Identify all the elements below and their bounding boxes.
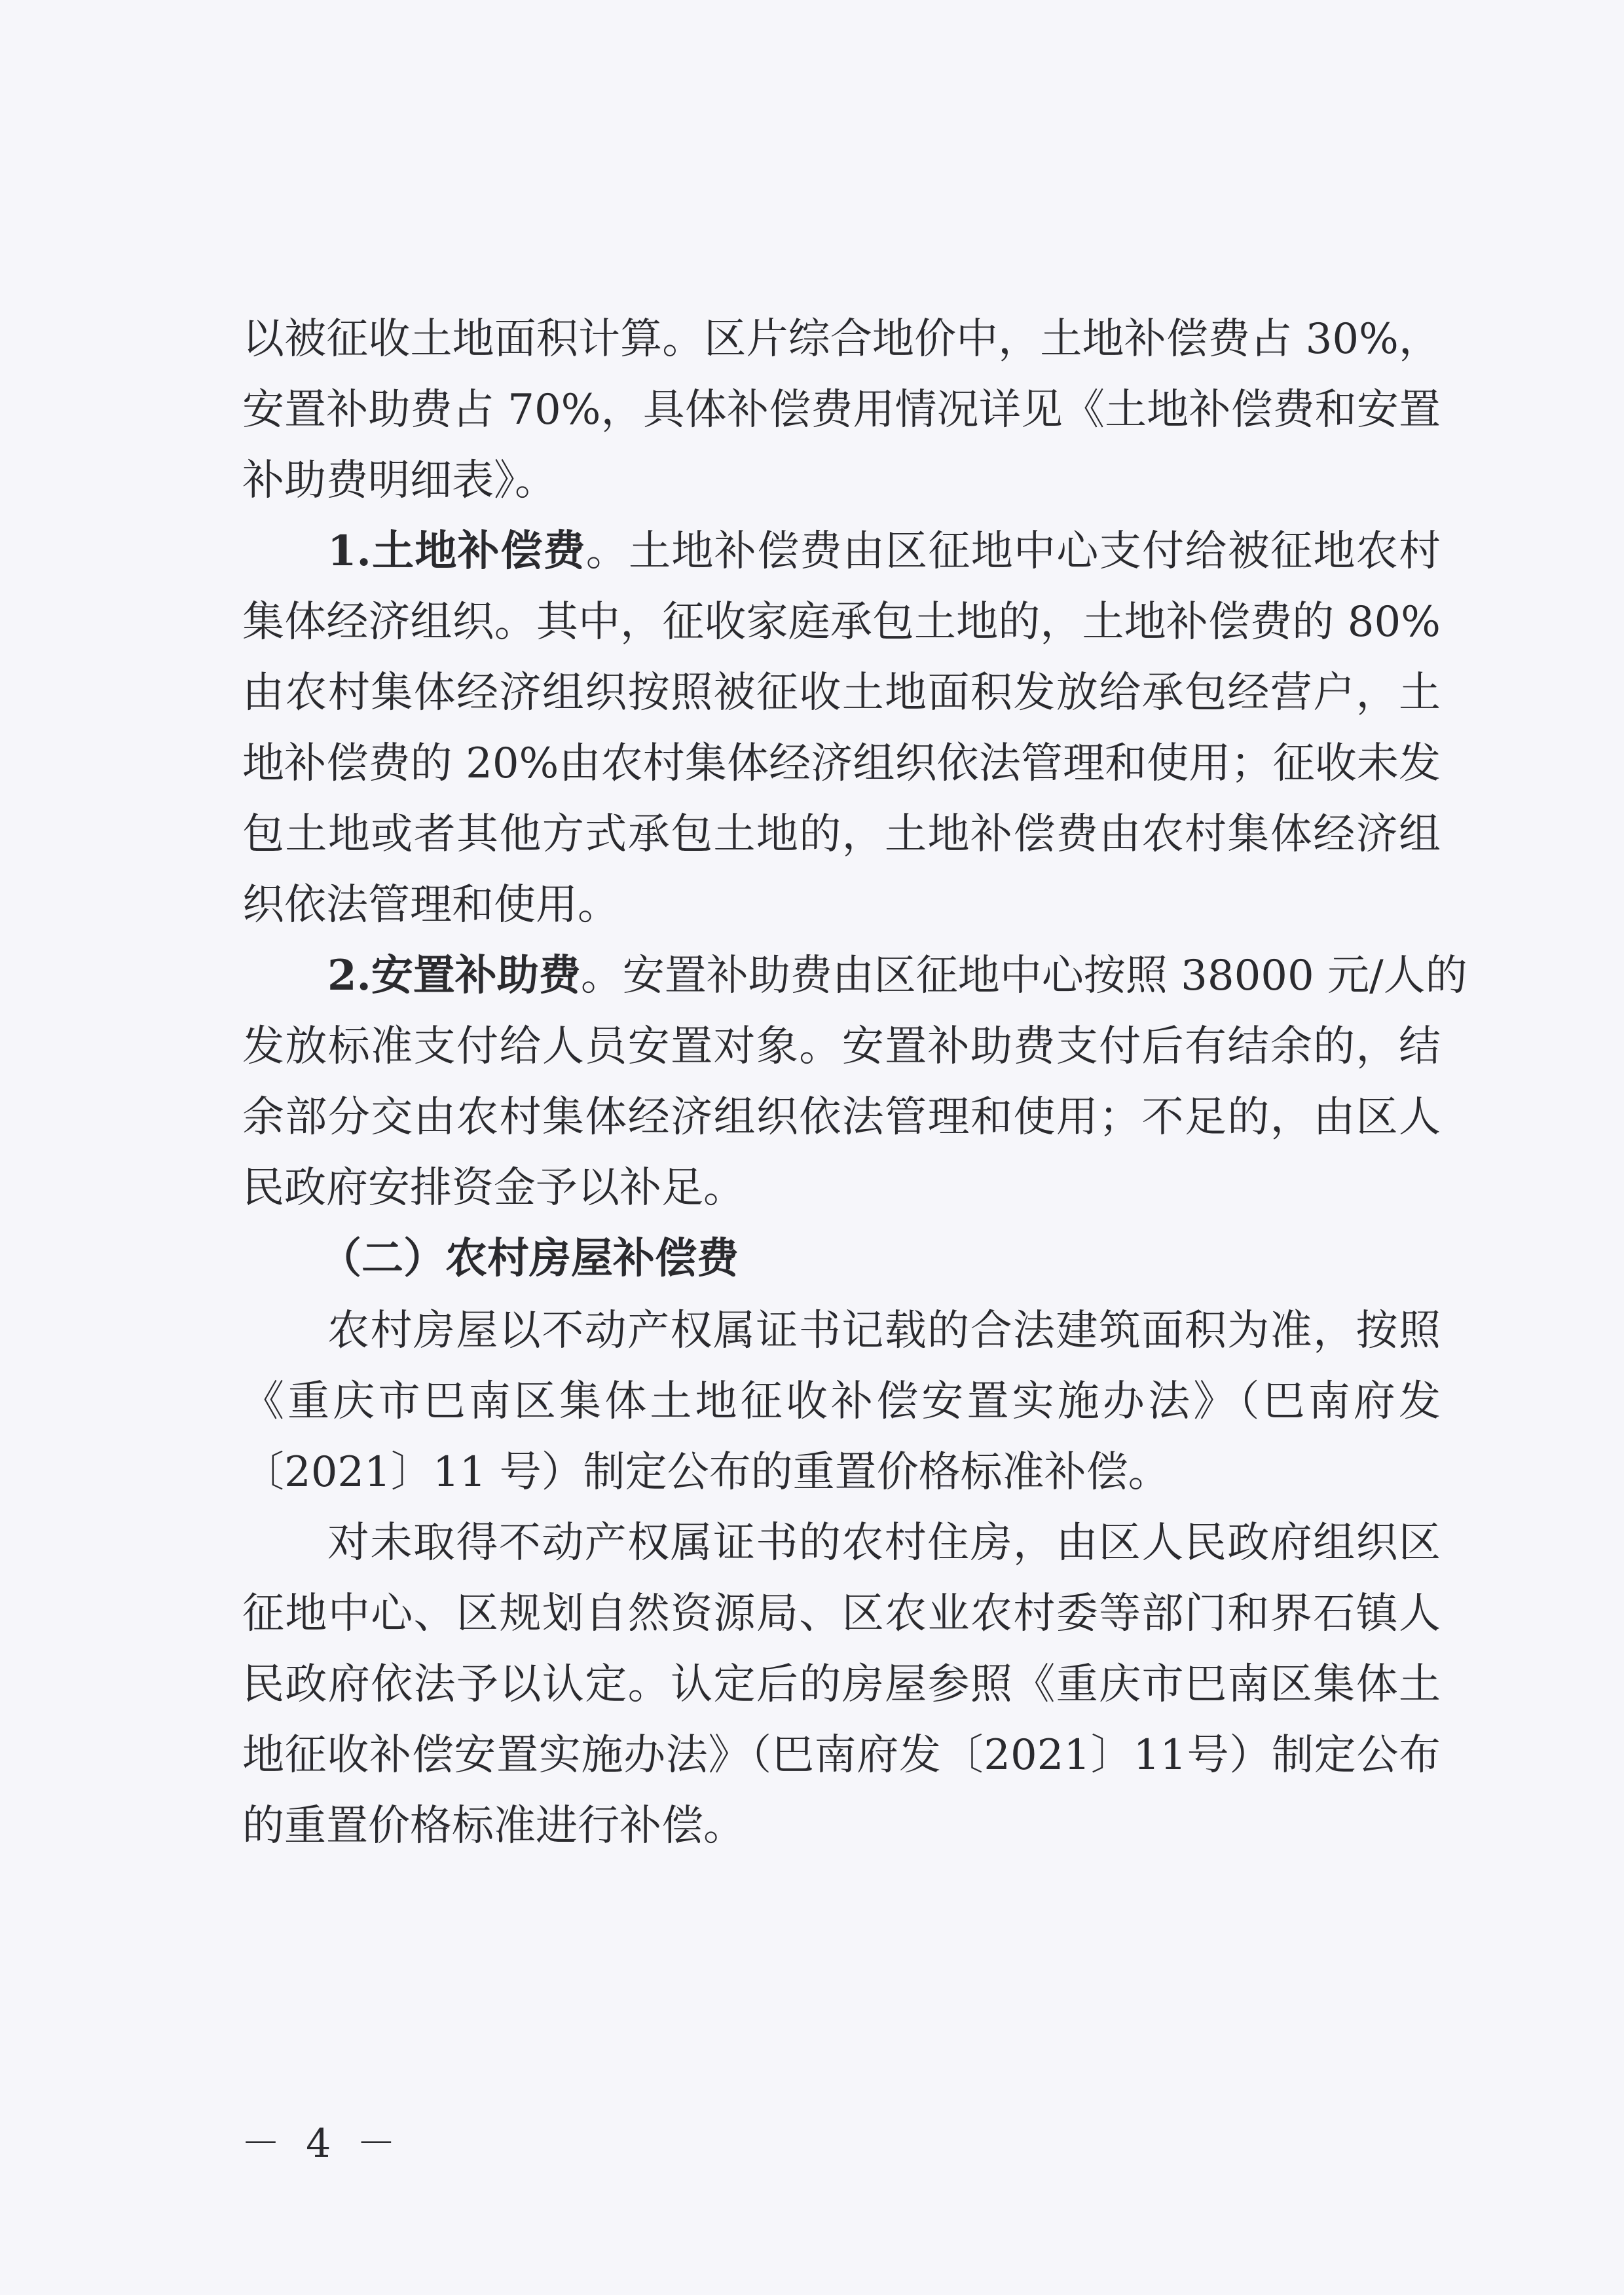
paragraph-5-line-1: 对未取得不动产权属证书的农村住房，由区人民政府组织区 bbox=[327, 1519, 1441, 1567]
paragraph-1-line-2: 安置补助费占 70%，具体补偿费用情况详见《土地补偿费和安置 bbox=[242, 386, 1441, 434]
paragraph-1-line-1: 以被征收土地面积计算。区片综合地价中，土地补偿费占 30%， bbox=[242, 315, 1441, 364]
page-number: － 4 － bbox=[241, 2121, 403, 2167]
paragraph-3-line-4: 民政府安排资金予以补足。 bbox=[242, 1164, 745, 1212]
section-heading: （二）农村房屋补偿费 bbox=[320, 1234, 739, 1283]
paragraph-2-line-1-text: 。土地补偿费由区征地中心支付给被征地农村 bbox=[585, 527, 1441, 576]
resettlement-subsidy-heading: 2.安置补助费 bbox=[327, 951, 581, 1000]
paragraph-1-line-3: 补助费明细表》。 bbox=[242, 457, 557, 505]
paragraph-4-line-3: 〔2021〕11 号）制定公布的重置价格标准补偿。 bbox=[242, 1448, 1170, 1497]
paragraph-5-line-5: 的重置价格标准进行补偿。 bbox=[242, 1802, 745, 1850]
paragraph-2-line-4: 地补偿费的 20%由农村集体经济组织依法管理和使用；征收未发 bbox=[242, 739, 1441, 788]
paragraph-3-line-1-text: 。安置补助费由区征地中心按照 38000 元/人的 bbox=[580, 952, 1467, 1000]
paragraph-5-line-3: 民政府依法予以认定。认定后的房屋参照《重庆市巴南区集体土 bbox=[242, 1660, 1441, 1709]
paragraph-2-line-6: 织依法管理和使用。 bbox=[242, 881, 619, 929]
paragraph-5-line-2: 征地中心、区规划自然资源局、区农业农村委等部门和界石镇人 bbox=[242, 1590, 1441, 1638]
paragraph-3-line-2: 发放标准支付给人员安置对象。安置补助费支付后有结余的，结 bbox=[242, 1022, 1441, 1071]
paragraph-3-line-3: 余部分交由农村集体经济组织依法管理和使用；不足的，由区人 bbox=[242, 1093, 1441, 1142]
paragraph-2-line-2: 集体经济组织。其中，征收家庭承包土地的，土地补偿费的 80% bbox=[242, 598, 1441, 646]
paragraph-2-line-5: 包土地或者其他方式承包土地的，土地补偿费由农村集体经济组 bbox=[242, 810, 1441, 859]
paragraph-2-line-3: 由农村集体经济组织按照被征收土地面积发放给承包经营户，土 bbox=[242, 669, 1441, 717]
land-compensation-heading: 1.土地补偿费 bbox=[327, 527, 586, 576]
paragraph-2-line-1 bbox=[327, 527, 1441, 576]
paragraph-4-line-1: 农村房屋以不动产权属证书记载的合法建筑面积为准，按照 bbox=[327, 1307, 1441, 1355]
paragraph-4-line-2: 《重庆市巴南区集体土地征收补偿安置实施办法》（巴南府发 bbox=[242, 1377, 1441, 1426]
paragraph-3-line-1 bbox=[327, 951, 1467, 1000]
paragraph-5-line-4: 地征收补偿安置实施办法》（巴南府发〔2021〕11号）制定公布 bbox=[242, 1731, 1441, 1780]
